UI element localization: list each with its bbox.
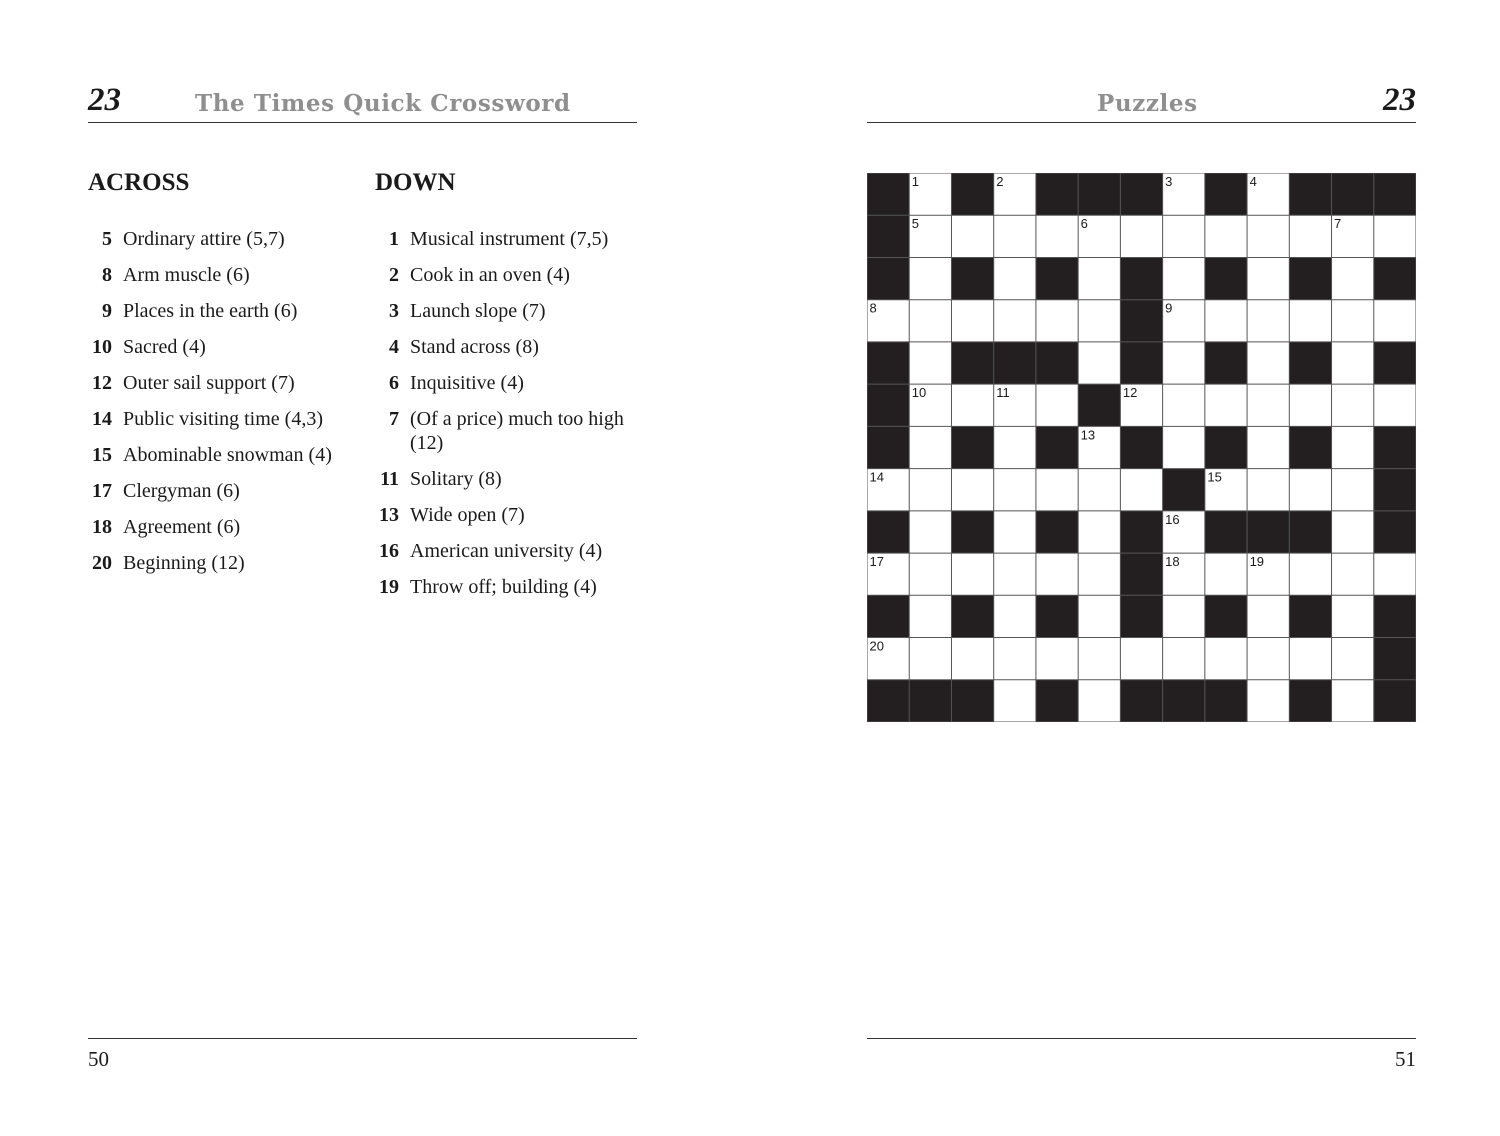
- grid-cell-black: [1205, 257, 1247, 299]
- grid-cell-white[interactable]: [1078, 638, 1120, 680]
- grid-cell-black: [1036, 173, 1078, 215]
- grid-cell-white[interactable]: [994, 553, 1036, 595]
- clue-text: Places in the earth (6): [123, 300, 298, 322]
- down-clue[interactable]: [375, 467, 637, 491]
- grid-cell-white[interactable]: [951, 638, 993, 680]
- clue-number: 5: [102, 228, 112, 250]
- grid-cell-white[interactable]: [994, 638, 1036, 680]
- grid-cell-white[interactable]: [1247, 342, 1289, 384]
- clue-text: (Of a price) much too high (12): [410, 408, 624, 454]
- grid-cell-white[interactable]: [1332, 300, 1374, 342]
- grid-cell-black: [867, 342, 909, 384]
- grid-cell-black: [1078, 384, 1120, 426]
- grid-cell-black: [1078, 173, 1120, 215]
- clue-number: 20: [92, 552, 112, 574]
- clue-number: 11: [380, 468, 399, 490]
- across-clue[interactable]: [88, 407, 358, 431]
- grid-cell-black: [867, 680, 909, 722]
- grid-cell-white[interactable]: [1247, 215, 1289, 257]
- grid-cell-black: [867, 384, 909, 426]
- clue-number: 7: [389, 408, 399, 430]
- down-clue[interactable]: [375, 371, 637, 395]
- cell-number: 19: [1249, 554, 1265, 570]
- grid-cell-white[interactable]: [1289, 215, 1331, 257]
- grid-cell-black: [951, 257, 993, 299]
- grid-cell-black: [1374, 638, 1416, 680]
- grid-cell-black: [1289, 257, 1331, 299]
- grid-cell-black: [1289, 511, 1331, 553]
- clue-text: Abominable snowman (4): [123, 444, 332, 466]
- grid-cell-black: [1036, 595, 1078, 637]
- grid-cell-black: [1120, 173, 1162, 215]
- grid-cell-white[interactable]: [1332, 426, 1374, 468]
- down-clue[interactable]: [375, 539, 637, 563]
- cell-number: 3: [1165, 174, 1173, 189]
- grid-cell-white[interactable]: [1078, 595, 1120, 637]
- cell-number: 5: [911, 216, 919, 232]
- grid-cell-white[interactable]: [1163, 638, 1205, 680]
- clue-text: Clergyman (6): [123, 480, 240, 502]
- grid-cell-black: [1374, 680, 1416, 722]
- clue-text: Public visiting time (4,3): [123, 408, 323, 430]
- grid-cell-black: [1289, 426, 1331, 468]
- grid-cell-black: [1332, 173, 1374, 215]
- grid-cell-white[interactable]: [994, 300, 1036, 342]
- grid-cell-white[interactable]: [909, 300, 951, 342]
- right-running-head: Puzzles: [1097, 90, 1198, 117]
- cell-number: 17: [869, 554, 884, 570]
- grid-cell-white[interactable]: [994, 595, 1036, 637]
- clue-text: Beginning (12): [123, 552, 245, 574]
- across-clue-list: [88, 227, 358, 587]
- clue-number: 4: [389, 336, 399, 358]
- clue-text: Arm muscle (6): [123, 264, 250, 286]
- left-footer-rule: [88, 1038, 637, 1039]
- grid-cell-white[interactable]: [1247, 384, 1289, 426]
- grid-cell-black: [1289, 173, 1331, 215]
- grid-cell-black: [867, 426, 909, 468]
- grid-cell-black: [1120, 511, 1162, 553]
- clue-text: American university (4): [410, 540, 603, 562]
- clue-text: Launch slope (7): [410, 300, 546, 322]
- grid-cell-white[interactable]: [1332, 257, 1374, 299]
- clue-number: 13: [379, 504, 399, 526]
- grid-cell-black: [1205, 511, 1247, 553]
- clue-number: 3: [389, 300, 399, 322]
- grid-cell-white[interactable]: [909, 257, 951, 299]
- cell-number: 2: [996, 174, 1004, 189]
- grid-cell-white[interactable]: [1163, 426, 1205, 468]
- grid-cell-white[interactable]: [909, 426, 951, 468]
- cell-number: 15: [1207, 469, 1222, 485]
- cell-number: 16: [1165, 511, 1180, 527]
- clue-text: Musical instrument (7,5): [410, 228, 609, 250]
- grid-cell-white[interactable]: [1163, 215, 1205, 257]
- grid-cell-white[interactable]: [1120, 638, 1162, 680]
- grid-cell-white[interactable]: [1120, 469, 1162, 511]
- grid-cell-white[interactable]: [1289, 638, 1331, 680]
- clue-number: 16: [379, 540, 399, 562]
- grid-cell-black: [1374, 469, 1416, 511]
- grid-cell-white[interactable]: [994, 215, 1036, 257]
- grid-cell-white[interactable]: [1374, 384, 1416, 426]
- grid-cell-black: [1374, 342, 1416, 384]
- clue-number: 19: [379, 576, 399, 598]
- cell-number: 8: [869, 300, 877, 316]
- right-page-number: 51: [1395, 1047, 1416, 1071]
- grid-cell-black: [1120, 257, 1162, 299]
- down-heading: DOWN: [375, 169, 456, 196]
- cell-number: 18: [1165, 554, 1180, 570]
- grid-cell-black: [1120, 553, 1162, 595]
- grid-cell-white[interactable]: [1247, 638, 1289, 680]
- grid-cell-white[interactable]: [1247, 469, 1289, 511]
- cell-number: 9: [1165, 300, 1173, 316]
- grid-cell-white[interactable]: [909, 553, 951, 595]
- grid-cell-black: [1120, 595, 1162, 637]
- grid-cell-white[interactable]: [994, 469, 1036, 511]
- left-puzzle-number: 23: [88, 82, 121, 118]
- grid-cell-white[interactable]: [1163, 595, 1205, 637]
- down-clue[interactable]: [375, 299, 637, 323]
- clue-number: 17: [92, 480, 112, 502]
- across-clue[interactable]: [88, 371, 358, 395]
- grid-cell-black: [867, 215, 909, 257]
- down-clue-list: [375, 227, 637, 611]
- cell-number: 1: [911, 174, 919, 189]
- grid-cell-white[interactable]: [1078, 680, 1120, 722]
- grid-cell-white[interactable]: [1374, 300, 1416, 342]
- cell-number: 10: [911, 385, 927, 401]
- clue-number: 9: [102, 300, 112, 322]
- across-clue[interactable]: [88, 299, 358, 323]
- grid-cell-white[interactable]: [1205, 300, 1247, 342]
- clue-number: 14: [92, 408, 112, 430]
- cell-number: 14: [869, 469, 884, 485]
- grid-cell-black: [1374, 595, 1416, 637]
- across-clue[interactable]: [88, 443, 358, 467]
- clue-text: Stand across (8): [410, 336, 539, 358]
- grid-cell-white[interactable]: [909, 595, 951, 637]
- grid-cell-black: [1289, 680, 1331, 722]
- cell-number: 11: [996, 385, 1010, 401]
- down-clue[interactable]: [375, 407, 637, 455]
- grid-cell-white[interactable]: [1120, 215, 1162, 257]
- grid-cell-black: [867, 173, 909, 215]
- clue-number: 6: [389, 372, 399, 394]
- clue-text: Ordinary attire (5,7): [123, 228, 285, 250]
- right-puzzle-number: 23: [1383, 82, 1416, 118]
- grid-cell-white[interactable]: [909, 638, 951, 680]
- down-clue[interactable]: [375, 575, 637, 599]
- grid-cell-black: [951, 680, 993, 722]
- clue-number: 15: [92, 444, 112, 466]
- down-clue[interactable]: [375, 503, 637, 527]
- grid-cell-black: [951, 595, 993, 637]
- grid-cell-white[interactable]: [1078, 511, 1120, 553]
- grid-cell-black: [1374, 511, 1416, 553]
- grid-cell-black: [1205, 595, 1247, 637]
- grid-cell-black: [1205, 680, 1247, 722]
- clue-number: 12: [92, 372, 112, 394]
- grid-cell-white[interactable]: [1036, 384, 1078, 426]
- grid-cell-black: [951, 342, 993, 384]
- grid-cell-white[interactable]: [1078, 300, 1120, 342]
- grid-cell-black: [1036, 680, 1078, 722]
- across-clue[interactable]: [88, 227, 358, 251]
- grid-cell-white[interactable]: [909, 511, 951, 553]
- grid-cell-black: [1374, 173, 1416, 215]
- cell-number: 6: [1080, 216, 1088, 232]
- grid-cell-white[interactable]: [909, 469, 951, 511]
- grid-cell-white[interactable]: [1332, 384, 1374, 426]
- grid-cell-black: [1120, 300, 1162, 342]
- across-clue[interactable]: [88, 479, 358, 503]
- left-page-number: 50: [88, 1047, 109, 1071]
- grid-cell-white[interactable]: [1078, 469, 1120, 511]
- grid-cell-white[interactable]: [1036, 215, 1078, 257]
- clue-text: Inquisitive (4): [410, 372, 524, 394]
- grid-cell-black: [1205, 173, 1247, 215]
- crossword-grid[interactable]: [867, 173, 1416, 722]
- grid-cell-white[interactable]: [1036, 553, 1078, 595]
- cell-number: 20: [869, 638, 884, 654]
- left-running-head: The Times Quick Crossword: [195, 90, 571, 117]
- grid-cell-black: [1247, 511, 1289, 553]
- grid-cell-black: [1120, 342, 1162, 384]
- grid-cell-black: [1374, 426, 1416, 468]
- grid-cell-white[interactable]: [1205, 384, 1247, 426]
- grid-cell-white[interactable]: [951, 553, 993, 595]
- grid-cell-black: [1205, 342, 1247, 384]
- grid-cell-white[interactable]: [1374, 215, 1416, 257]
- grid-cell-white[interactable]: [951, 215, 993, 257]
- grid-cell-black: [1289, 595, 1331, 637]
- grid-cell-white[interactable]: [1247, 300, 1289, 342]
- grid-cell-white[interactable]: [1163, 384, 1205, 426]
- grid-cell-white[interactable]: [951, 469, 993, 511]
- grid-cell-white[interactable]: [994, 511, 1036, 553]
- grid-cell-black: [994, 342, 1036, 384]
- grid-cell-black: [1163, 680, 1205, 722]
- clue-text: Wide open (7): [410, 504, 525, 526]
- grid-cell-white[interactable]: [1078, 342, 1120, 384]
- grid-cell-white[interactable]: [1078, 553, 1120, 595]
- grid-cell-black: [1036, 342, 1078, 384]
- grid-cell-black: [1036, 511, 1078, 553]
- grid-cell-white[interactable]: [994, 680, 1036, 722]
- grid-cell-white[interactable]: [1078, 257, 1120, 299]
- grid-cell-white[interactable]: [1332, 680, 1374, 722]
- grid-cell-white[interactable]: [1374, 553, 1416, 595]
- grid-cell-black: [1120, 426, 1162, 468]
- across-clue[interactable]: [88, 515, 358, 539]
- grid-cell-white[interactable]: [909, 342, 951, 384]
- grid-cell-white[interactable]: [1289, 384, 1331, 426]
- cell-number: 7: [1334, 216, 1342, 232]
- grid-cell-white[interactable]: [951, 384, 993, 426]
- grid-cell-white[interactable]: [1247, 595, 1289, 637]
- grid-cell-white[interactable]: [1036, 638, 1078, 680]
- grid-cell-white[interactable]: [994, 426, 1036, 468]
- grid-cell-white[interactable]: [1289, 553, 1331, 595]
- grid-cell-white[interactable]: [1163, 257, 1205, 299]
- grid-cell-white[interactable]: [994, 257, 1036, 299]
- grid-cell-white[interactable]: [1332, 511, 1374, 553]
- across-clue[interactable]: [88, 551, 358, 575]
- grid-cell-black: [1036, 257, 1078, 299]
- cell-number: 4: [1249, 174, 1257, 189]
- down-clue[interactable]: [375, 263, 637, 287]
- grid-cell-black: [1163, 469, 1205, 511]
- cell-number: 12: [1122, 385, 1138, 401]
- grid-cell-white[interactable]: [1289, 300, 1331, 342]
- grid-cell-white[interactable]: [1205, 215, 1247, 257]
- clue-text: Solitary (8): [410, 468, 502, 490]
- grid-cell-black: [951, 511, 993, 553]
- grid-cell-black: [909, 680, 951, 722]
- grid-cell-black: [951, 426, 993, 468]
- grid-cell-white[interactable]: [1332, 342, 1374, 384]
- grid-cell-black: [1374, 257, 1416, 299]
- across-heading: ACROSS: [88, 169, 190, 196]
- grid-cell-white[interactable]: [1205, 638, 1247, 680]
- grid-cell-white[interactable]: [1036, 300, 1078, 342]
- down-clue[interactable]: [375, 335, 637, 359]
- grid-cell-black: [867, 595, 909, 637]
- clue-text: Cook in an oven (4): [410, 264, 570, 286]
- cell-number: 13: [1080, 427, 1096, 443]
- clue-number: 8: [102, 264, 112, 286]
- grid-cell-white[interactable]: [1332, 469, 1374, 511]
- right-footer-rule: [867, 1038, 1416, 1039]
- grid-cell-white[interactable]: [1247, 426, 1289, 468]
- grid-cell-white[interactable]: [1163, 342, 1205, 384]
- across-clue[interactable]: [88, 335, 358, 359]
- grid-cell-black: [1289, 342, 1331, 384]
- grid-cell-black: [951, 173, 993, 215]
- grid-cell-black: [867, 511, 909, 553]
- left-header-rule: [88, 122, 637, 123]
- grid-cell-white[interactable]: [1247, 257, 1289, 299]
- grid-cell-white[interactable]: [1036, 469, 1078, 511]
- grid-cell-black: [1120, 680, 1162, 722]
- grid-cell-white[interactable]: [1289, 469, 1331, 511]
- grid-cell-white[interactable]: [951, 300, 993, 342]
- grid-cell-white[interactable]: [1332, 638, 1374, 680]
- across-clue[interactable]: [88, 263, 358, 287]
- grid-cell-black: [867, 257, 909, 299]
- grid-cell-white[interactable]: [1247, 680, 1289, 722]
- grid-cell-white[interactable]: [1332, 595, 1374, 637]
- clue-text: Agreement (6): [123, 516, 241, 538]
- clue-number: 10: [92, 336, 112, 358]
- down-clue[interactable]: [375, 227, 637, 251]
- clue-text: Throw off; building (4): [410, 576, 597, 598]
- grid-cell-white[interactable]: [1332, 553, 1374, 595]
- right-header-rule: [867, 122, 1416, 123]
- clue-number: 1: [389, 228, 399, 250]
- clue-text: Sacred (4): [123, 336, 206, 358]
- grid-cell-black: [1036, 426, 1078, 468]
- grid-cell-white[interactable]: [1205, 553, 1247, 595]
- clue-number: 18: [92, 516, 112, 538]
- clue-text: Outer sail support (7): [123, 372, 295, 394]
- clue-number: 2: [389, 264, 399, 286]
- grid-cell-black: [1205, 426, 1247, 468]
